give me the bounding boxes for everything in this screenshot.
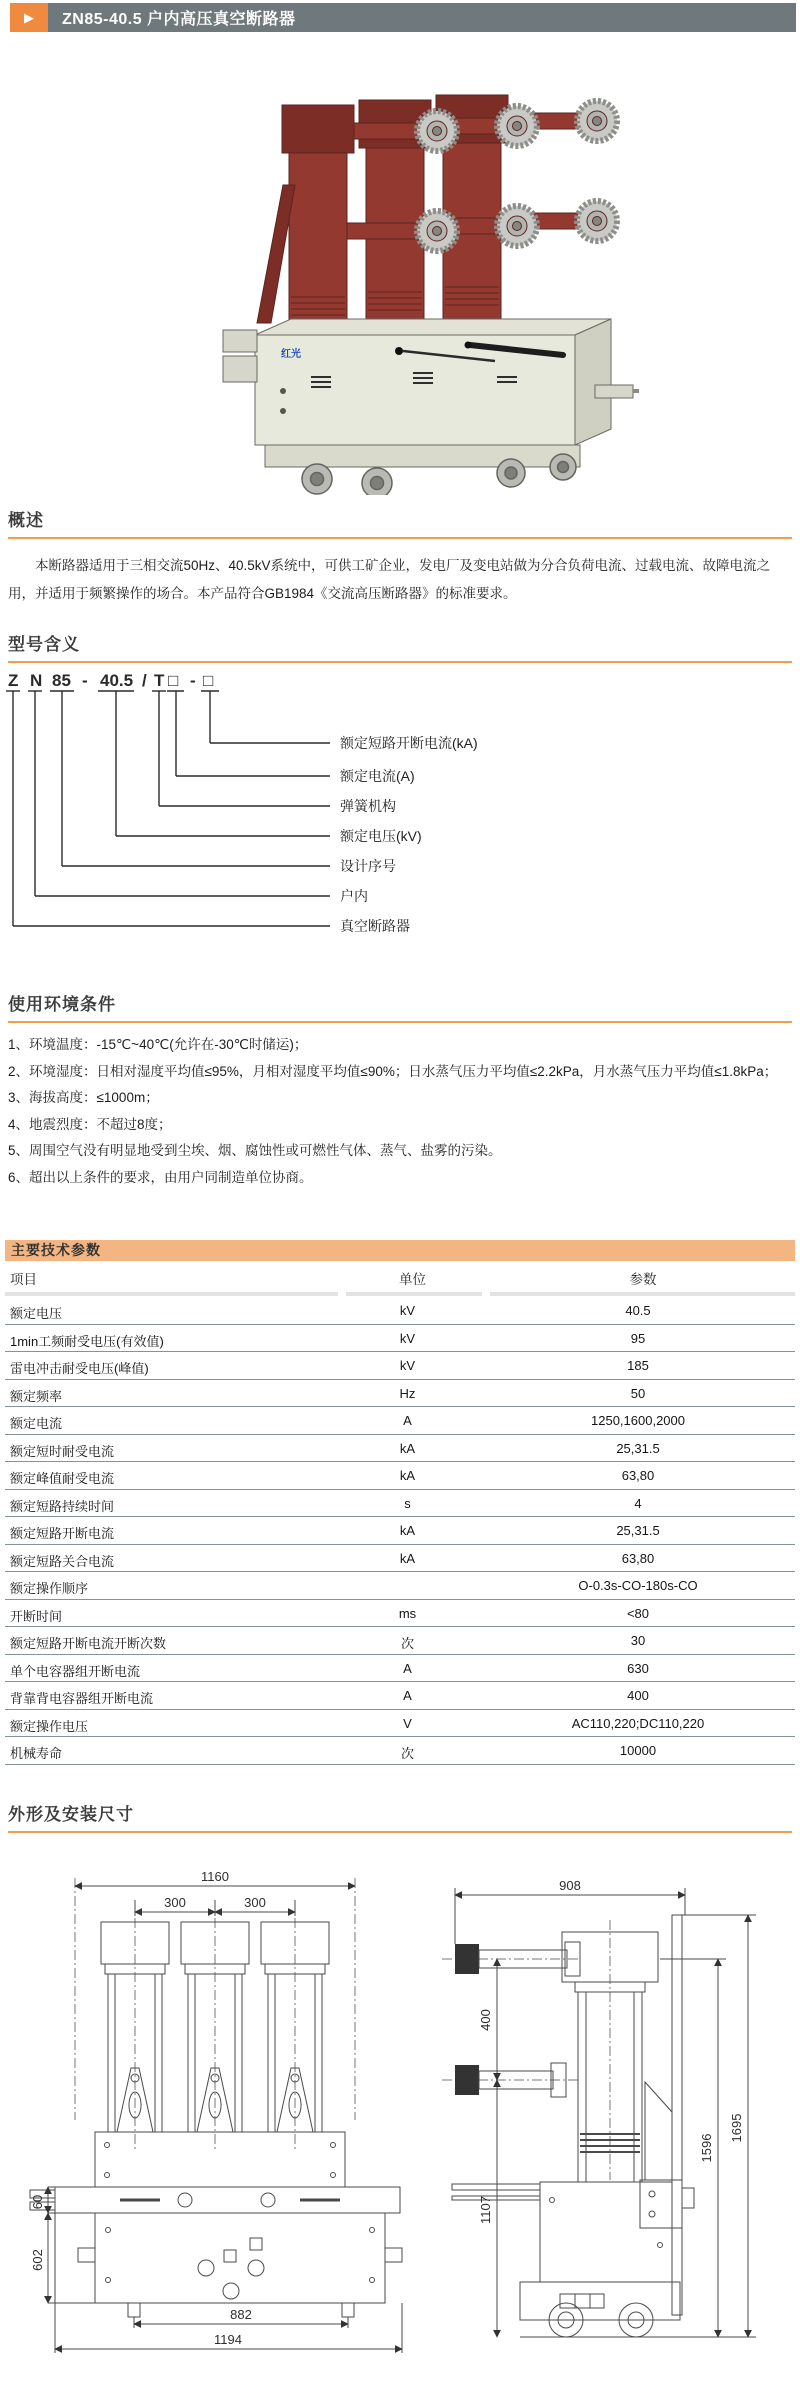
model-diagram [0, 664, 800, 964]
dim-label-pole-pitch: 300 [164, 1895, 186, 1910]
parameter-value-cell: <80 [626, 1605, 650, 1621]
parameter-value-cell: 10000 [619, 1743, 657, 1758]
parameter-item-cell: 额定短路持续时间 [10, 1498, 115, 1514]
model-code-token: T [154, 671, 165, 690]
environment-item: 1、环境温度：-15℃~40℃(允许在-30℃时储运)； [8, 1037, 308, 1052]
model-code-token: N [30, 671, 43, 690]
parameter-value-cell: 25,31.5 [616, 1523, 660, 1538]
table-row [5, 1682, 795, 1710]
parameter-unit-cell: kA [399, 1468, 416, 1483]
chassis-side [575, 319, 611, 445]
parameter-value-cell: 630 [627, 1660, 649, 1676]
parameters-header-row [5, 1261, 795, 1291]
parameter-value-cell: 63,80 [621, 1550, 655, 1566]
section-environment-heading [8, 990, 792, 1023]
model-code-token: □ [203, 671, 214, 690]
overview-rule [8, 537, 792, 539]
arrow-icon-box [10, 3, 48, 32]
right-arrow-icon: ▶ [24, 10, 34, 25]
parameter-item-cell: 额定短路开断电流 [10, 1526, 115, 1541]
table-row [5, 1545, 795, 1573]
parameter-unit-cell: V [403, 1715, 412, 1731]
parameter-value-cell: 40.5 [625, 1303, 651, 1318]
parameter-unit-cell: A [403, 1413, 412, 1428]
dim-label-foot-span: 882 [230, 2307, 252, 2322]
dim-label-body-height: 602 [30, 2249, 45, 2271]
table-row [5, 1655, 795, 1683]
dim-label-depth: 908 [559, 1878, 581, 1893]
page-title: ZN85-40.5 户内高压真空断路器 [62, 11, 296, 28]
dim-label-base-width: 1194 [214, 2332, 242, 2347]
parameter-item-cell: 额定操作电压 [10, 1718, 89, 1734]
parameter-item-cell: 额定短路关合电流 [10, 1553, 115, 1569]
product-photo [165, 55, 640, 495]
environment-list [8, 1032, 790, 1191]
table-divider [5, 1292, 338, 1296]
table-row [5, 1572, 795, 1600]
model-title: 型号含义 [8, 635, 80, 654]
brand-logo: 红光 [281, 349, 301, 360]
environment-rule [8, 1021, 792, 1023]
pole [289, 153, 347, 335]
parameter-value-cell: 95 [630, 1330, 646, 1346]
parameter-unit-cell: kV [399, 1303, 416, 1318]
section-overview-heading [8, 506, 792, 539]
parameter-unit-cell: Hz [399, 1385, 416, 1401]
section-model-heading [8, 630, 792, 663]
table-row [5, 1462, 795, 1490]
model-label: 额定电压(kV) [340, 828, 422, 844]
parameter-item-cell: 额定操作顺序 [10, 1581, 89, 1596]
parameter-unit-cell: kA [399, 1523, 416, 1538]
table-row [5, 1600, 795, 1628]
parameter-item-cell: 额定短时耐受电流 [10, 1443, 115, 1459]
model-code-token: - [82, 671, 88, 690]
environment-item: 5、周围空气没有明显地受到尘埃、烟、腐蚀性或可燃性气体、蒸气、盐雾的污染。 [8, 1143, 502, 1158]
table-row [5, 1517, 795, 1545]
parameter-value-cell: 25,31.5 [616, 1440, 660, 1456]
parameter-unit-cell: kA [399, 1550, 416, 1566]
dim-label-beam-height: 60 [30, 2194, 45, 2210]
dim-label-pole-pitch: 300 [244, 1895, 266, 1910]
model-label: 设计序号 [340, 858, 396, 874]
page-title-bar [10, 3, 796, 32]
parameter-item-cell: 雷电冲击耐受电压(峰值) [10, 1361, 149, 1376]
dim-label-lower-height: 1107 [478, 2196, 493, 2224]
parameter-unit-cell: A [403, 1688, 412, 1703]
parameter-item-cell: 额定短路开断电流开断次数 [10, 1636, 167, 1651]
section-dimensions-heading [8, 1800, 792, 1833]
chassis-top [255, 319, 611, 335]
parameter-unit-cell: 次 [400, 1746, 414, 1761]
parameter-unit-cell: kV [399, 1358, 416, 1373]
parameter-item-cell: 背靠背电容器组开断电流 [10, 1691, 154, 1706]
parameter-value-cell: 400 [627, 1688, 649, 1703]
table-row [5, 1627, 795, 1655]
table-row [5, 1297, 795, 1325]
parameter-value-cell: 63,80 [621, 1468, 655, 1483]
model-code-token: - [190, 671, 196, 690]
model-label: 额定电流(A) [340, 768, 415, 784]
parameters-table [5, 1297, 795, 1765]
front-view [30, 1878, 402, 2353]
environment-item: 6、超出以上条件的要求，由用户同制造单位协商。 [8, 1169, 313, 1185]
table-row [5, 1490, 795, 1518]
table-row [5, 1325, 795, 1353]
dim-label-front-total-width: 1160 [201, 1869, 229, 1884]
column-header-item: 项目 [10, 1272, 37, 1287]
model-code-token: □ [168, 671, 179, 690]
model-code-token: Z [8, 671, 19, 690]
environment-item: 4、地震烈度：不超过8度； [8, 1116, 172, 1132]
table-row [5, 1737, 795, 1765]
table-row [5, 1710, 795, 1738]
table-row [5, 1380, 795, 1408]
parameter-unit-cell: s [404, 1495, 411, 1511]
parameter-value-cell: 50 [630, 1385, 646, 1401]
dim-label-terminal-spacing: 400 [478, 2009, 493, 2031]
parameter-unit-cell: ms [398, 1605, 417, 1621]
parameter-item-cell: 额定频率 [10, 1388, 63, 1404]
model-label: 弹簧机构 [340, 798, 396, 814]
parameter-item-cell: 机械寿命 [10, 1746, 63, 1761]
table-divider [346, 1292, 482, 1296]
table-row [5, 1435, 795, 1463]
parameter-item-cell: 额定峰值耐受电流 [10, 1471, 115, 1486]
table-row [5, 1352, 795, 1380]
dimension-drawings [0, 1850, 800, 2382]
parameter-value-cell: 30 [630, 1633, 646, 1648]
model-label: 真空断路器 [340, 918, 410, 934]
parameter-unit-cell: A [403, 1660, 412, 1676]
column-header-value: 参数 [629, 1272, 657, 1287]
overview-title: 概述 [8, 511, 44, 530]
parameter-value-cell: O-0.3s-CO-180s-CO [578, 1578, 698, 1593]
parameter-unit-cell: kA [399, 1440, 416, 1456]
column-header-unit: 单位 [399, 1272, 426, 1287]
overview-paragraph: 本断路器适用于三相交流50Hz、40.5kV系统中，可供工矿企业，发电厂及变电站做为分合负荷电流、过载电流、故障电流之用，并适用于频繁操作的场合。本产品符合GB1984《交流高压断路器》的标准要求。 [8, 558, 771, 601]
side-view [442, 1888, 756, 2337]
parameter-value-cell: 185 [627, 1358, 649, 1373]
environment-item: 2、环境湿度：日相对湿度平均值≤95%，月相对湿度平均值≤90%；日水蒸气压力平均值≤2.2kPa，月水蒸气压力平均值≤1.8kPa； [8, 1063, 778, 1079]
parameter-item-cell: 额定电流 [10, 1416, 63, 1431]
parameter-unit-cell: kV [399, 1330, 416, 1346]
model-code-token: 85 [52, 671, 71, 690]
pole-cap [282, 105, 354, 153]
dimensions-rule [8, 1831, 792, 1833]
table-row [5, 1407, 795, 1435]
environment-title: 使用环境条件 [8, 995, 116, 1014]
parameter-value-cell: AC110,220;DC110,220 [571, 1715, 705, 1731]
parameter-unit-cell: 次 [400, 1636, 414, 1651]
parameter-item-cell: 单个电容器组开断电流 [10, 1663, 141, 1679]
model-rule [8, 661, 792, 663]
parameters-title-bar: 主要技术参数 [5, 1240, 795, 1261]
model-tree-lines [6, 691, 330, 926]
table-divider [490, 1292, 795, 1296]
environment-item: 3、海拔高度：≤1000m； [8, 1090, 159, 1105]
side-bracket [595, 385, 633, 398]
model-label: 户内 [340, 888, 368, 904]
parameter-item-cell: 1min工频耐受电压(有效值) [10, 1333, 164, 1349]
interlock-bracket [223, 330, 257, 352]
parameter-value-cell: 4 [634, 1495, 642, 1511]
model-code-token: 40.5 [100, 671, 134, 690]
base-frame [265, 445, 580, 467]
dimensions-title: 外形及安装尺寸 [8, 1805, 134, 1824]
parameter-item-cell: 额定电压 [10, 1306, 63, 1321]
model-code-token: / [142, 671, 147, 690]
parameter-item-cell: 开断时间 [10, 1608, 63, 1624]
parameter-value-cell: 1250,1600,2000 [591, 1413, 685, 1428]
model-label: 额定短路开断电流(kA) [340, 735, 478, 751]
dim-label-overall-height: 1695 [729, 2113, 744, 2143]
dim-label-inner-height: 1596 [699, 2133, 714, 2163]
